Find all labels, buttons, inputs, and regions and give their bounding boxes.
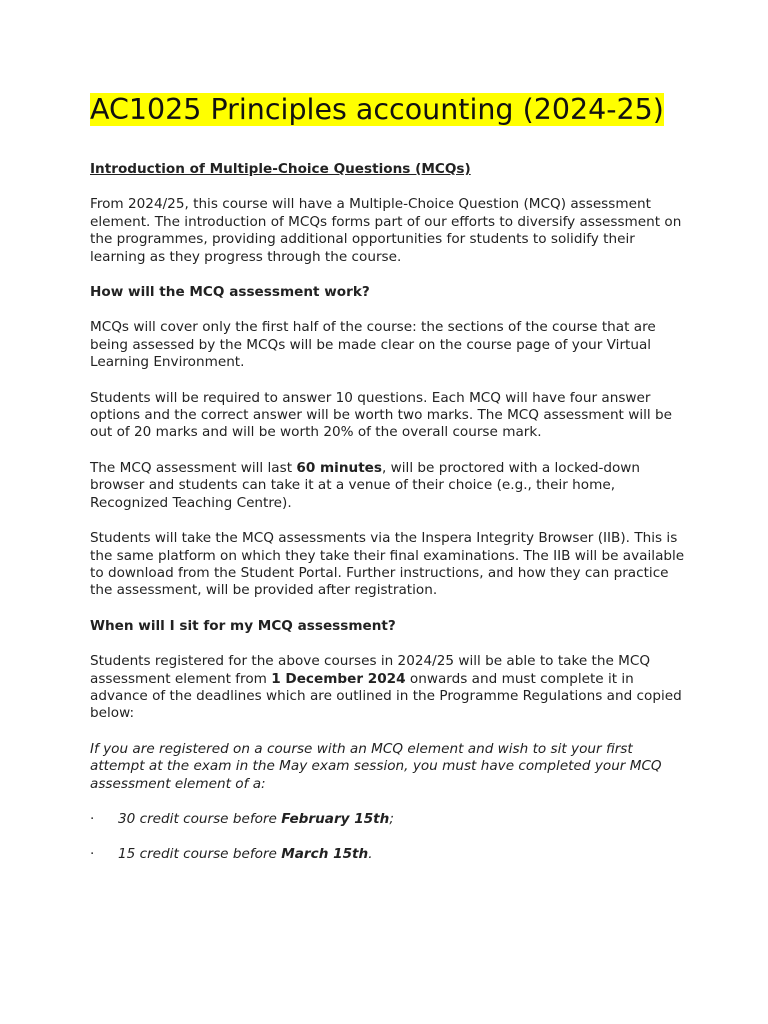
document-title-highlight: AC1025 Principles accounting (2024-25) bbox=[90, 93, 664, 126]
when-paragraph-1 bbox=[90, 653, 690, 723]
deadline-bullet-30-credit bbox=[90, 811, 690, 828]
intro-paragraph: From 2024/25, this course will have a Multiple-Choice Question (MCQ) assessment element. The introduction of MCQs forms part of our efforts to diversify assessment on the programmes, providing additional opportunities for students to solidify their learning as they progress through the course. bbox=[90, 196, 682, 265]
bullet-text-before: 30 credit course before bbox=[118, 810, 282, 827]
intro-heading: Introduction of Multiple-Choice Questions (MCQs) bbox=[90, 161, 471, 177]
start-date-emphasis: 1 December 2024 bbox=[271, 670, 406, 687]
how-paragraph-3-after: , will be proctored with a locked-down browser and students can take it at a venue of their choice (e.g., their home, Recognized Teaching Centre). bbox=[90, 459, 641, 511]
bullet-text-after: ; bbox=[389, 810, 394, 827]
how-paragraph-2: Students will be required to answer 10 questions. Each MCQ will have four answer options and the correct answer will be worth two marks. The MCQ assessment will be out of 20 marks and will be worth 20% of the overall course mark. bbox=[90, 389, 672, 441]
duration-emphasis: 60 minutes bbox=[296, 459, 382, 476]
how-heading: How will the MCQ assessment work? bbox=[90, 284, 370, 301]
deadline-date-emphasis: March 15th bbox=[281, 846, 369, 863]
bullet-marker: · bbox=[90, 810, 95, 827]
how-paragraph-1: MCQs will cover only the first half of the course: the sections of the course that are being assessed by the MCQs will be made clear on the course page of your Virtual Learning Environment. bbox=[90, 319, 656, 371]
bullet-marker: · bbox=[90, 846, 95, 863]
document-title bbox=[90, 92, 690, 127]
how-paragraph-3 bbox=[90, 460, 690, 512]
deadline-date-emphasis: February 15th bbox=[281, 810, 390, 827]
bullet-text-before: 15 credit course before bbox=[118, 846, 282, 863]
how-paragraph-4: Students will take the MCQ assessments via the Inspera Integrity Browser (IIB). This is the same platform on which they take their final examinations. The IIB will be available to download from the Student Portal. Further instructions, and how they can practice the assessment, will be provided after registration. bbox=[90, 530, 685, 599]
document-page bbox=[90, 92, 690, 882]
when-paragraph-1-after: onwards and must complete it in advance of the deadlines which are outlined in the Programme Regulations and copied below: bbox=[90, 670, 682, 722]
bullet-text-after: . bbox=[368, 846, 373, 863]
deadline-bullet-15-credit bbox=[90, 846, 690, 863]
when-paragraph-1-before: Students registered for the above courses in 2024/25 will be able to take the MCQ assessment element from bbox=[90, 653, 651, 687]
when-heading: When will I sit for my MCQ assessment? bbox=[90, 617, 396, 634]
how-paragraph-3-before: The MCQ assessment will last bbox=[90, 459, 297, 476]
when-paragraph-2: If you are registered on a course with an MCQ element and wish to sit your first attempt at the exam in the May exam session, you must have completed your MCQ assessment element of a: bbox=[90, 740, 662, 792]
